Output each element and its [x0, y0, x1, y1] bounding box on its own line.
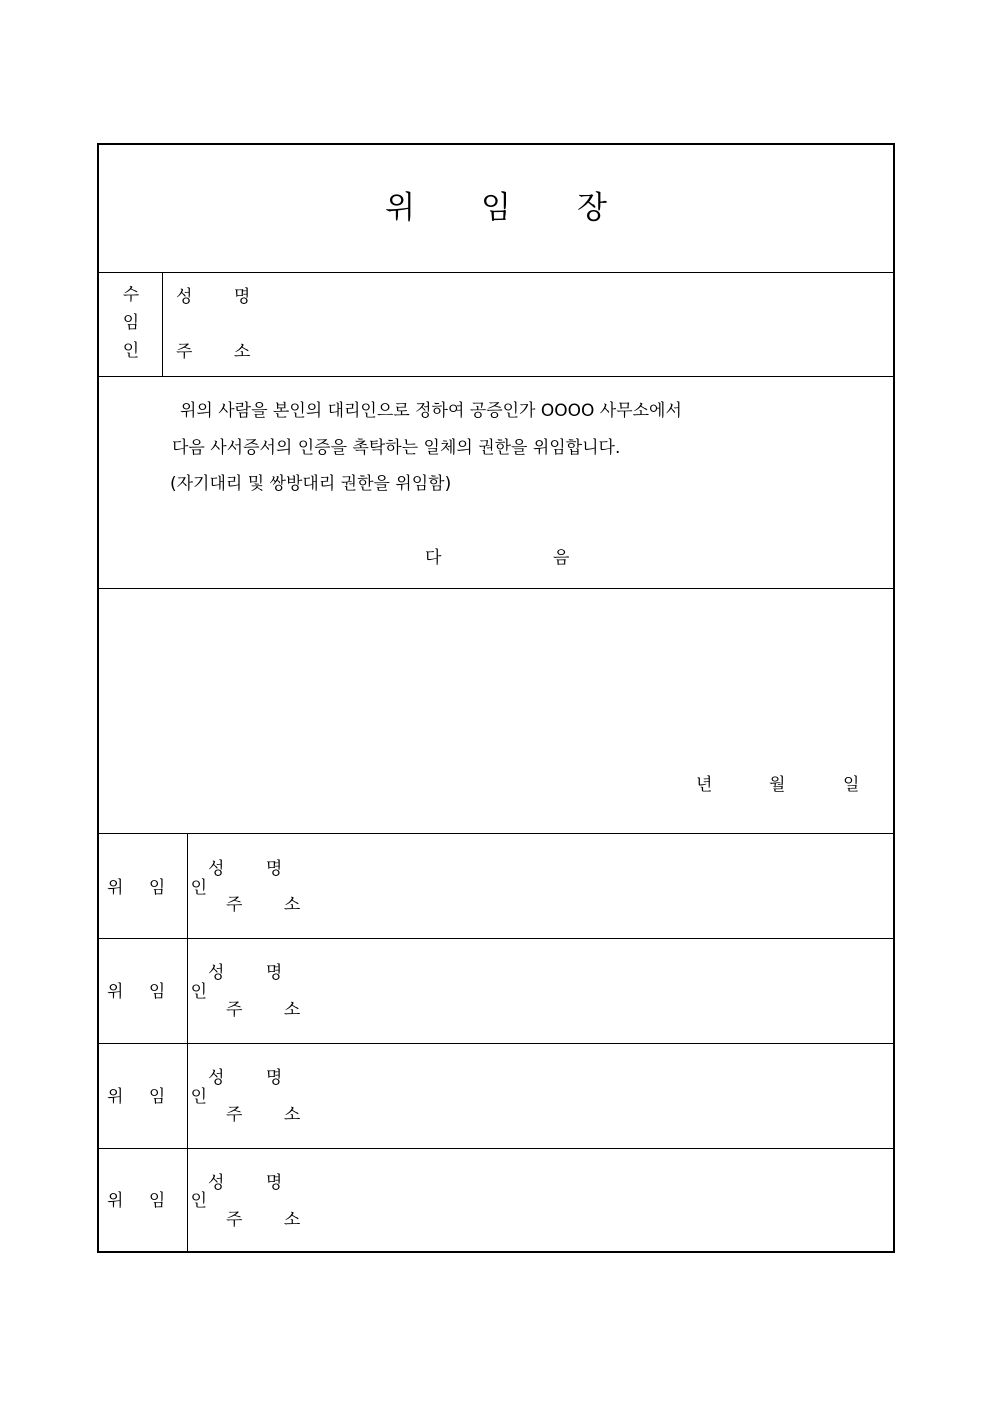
principal-address-label: 주 소 [226, 1105, 319, 1125]
principal-address-label: 주 소 [226, 1000, 319, 1020]
principal-label: 위 임 인 [107, 982, 218, 1002]
divider [99, 1148, 893, 1149]
principal-name-label: 성 명 [208, 1068, 301, 1088]
divider [99, 938, 893, 939]
body-line-1: 위의 사람을 본인의 대리인으로 정하여 공증인가 OOOO 사무소에서 [180, 401, 682, 421]
heading-char: 다 [425, 548, 442, 568]
agent-address-label: 주 소 [176, 342, 269, 362]
heading-char: 음 [553, 548, 570, 568]
principal-label: 위 임 인 [107, 1087, 218, 1107]
agent-name-label: 성 명 [176, 287, 269, 307]
principal-label: 위 임 인 [107, 1191, 218, 1211]
principal-label: 위 임 인 [107, 878, 218, 898]
principal-name-label: 성 명 [208, 1173, 301, 1193]
document-title [99, 190, 893, 226]
principal-name-label: 성 명 [208, 859, 301, 879]
divider [99, 272, 893, 273]
date-year: 년 [696, 775, 713, 795]
date-month: 월 [769, 775, 786, 795]
title-char: 임 [481, 190, 511, 226]
agent-label [116, 285, 146, 369]
divider [99, 833, 893, 834]
agent-label-char: 수 [122, 285, 140, 305]
title-char: 위 [385, 190, 416, 226]
principal-address-label: 주 소 [226, 895, 319, 915]
divider [99, 588, 893, 589]
divider [162, 272, 163, 376]
title-char: 장 [576, 190, 607, 226]
divider [99, 1043, 893, 1044]
body-line-2: 다음 사서증서의 인증을 촉탁하는 일체의 권한을 위임합니다. [172, 438, 621, 458]
divider [99, 376, 893, 377]
power-of-attorney-form [97, 143, 895, 1253]
agent-label-char: 임 [122, 313, 140, 333]
principal-address-label: 주 소 [226, 1210, 319, 1230]
body-line-3: (자기대리 및 쌍방대리 권한을 위임함) [170, 474, 452, 494]
principal-name-label: 성 명 [208, 963, 301, 983]
agent-label-char: 인 [122, 341, 140, 361]
date-day: 일 [843, 775, 860, 795]
